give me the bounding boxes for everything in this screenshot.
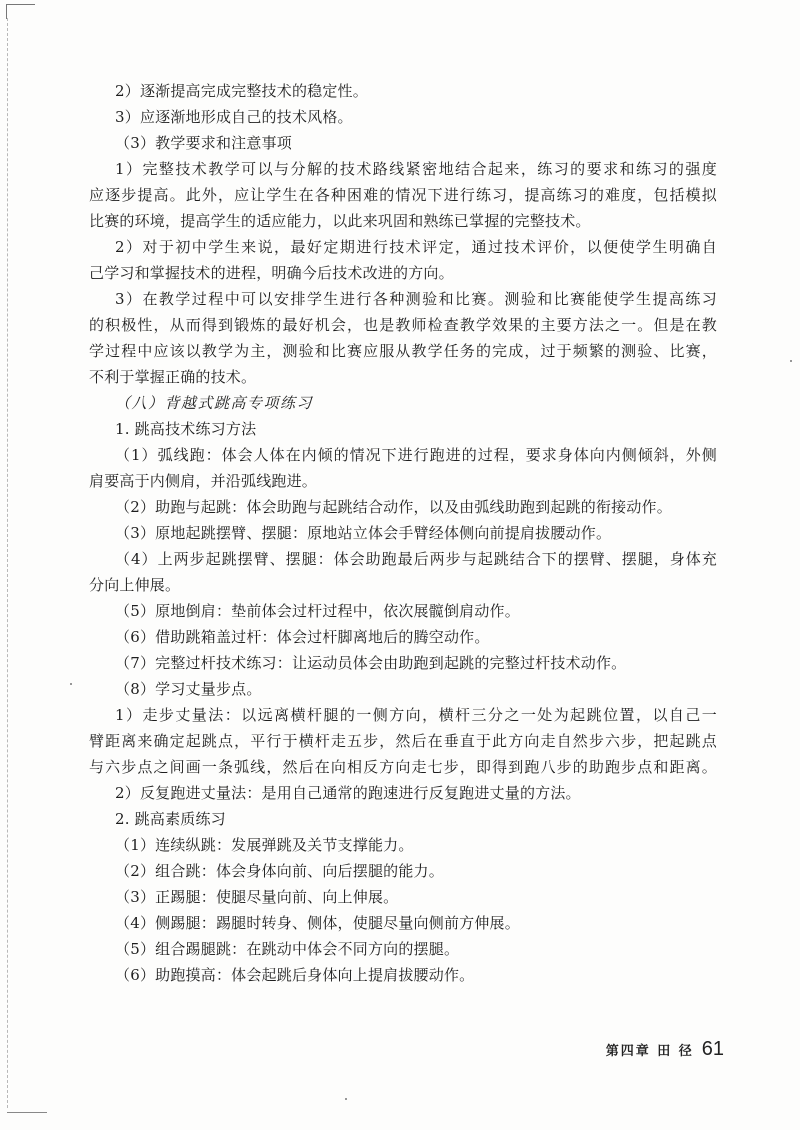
bottom-crop-mark	[7, 1112, 47, 1113]
text-line: 2）逐渐提高完成完整技术的稳定性。	[115, 82, 368, 100]
text-line: 比赛的环境，提高学生的适应能力，以此来巩固和熟练已掌握的完整技术。	[89, 212, 591, 230]
scan-speck	[790, 360, 792, 362]
text-line: （5）组合踢腿跳：在跳动中体会不同方向的摆腿。	[115, 940, 460, 958]
page-footer	[606, 1036, 724, 1062]
text-line: 学过程中应该以教学为主，测验和比赛应服从教学任务的完成，过于频繁的测验、比赛，	[89, 342, 717, 360]
text-line: （3）原地起跳摆臂、摆腿：原地站立体会手臂经体侧向前提肩拔腰动作。	[115, 524, 612, 542]
section-heading: （八）背越式跳高专项练习	[115, 394, 314, 412]
section-heading: （3）教学要求和注意事项	[115, 134, 292, 152]
text-line: （3）正踢腿：使腿尽量向前、向上伸展。	[115, 888, 399, 906]
text-line: （1）连续纵跳：发展弹跳及关节支撑能力。	[115, 836, 414, 854]
text-line: 2）对于初中学生来说，最好定期进行技术评定，通过技术评价，以便使学生明确自	[115, 238, 717, 256]
subsection-heading: 2. 跳高素质练习	[115, 810, 226, 828]
text-line: 肩要高于内侧肩，并沿弧线跑进。	[89, 472, 318, 490]
text-line: （7）完整过杆技术练习：让运动员体会由助跑到起跳的完整过杆技术动作。	[115, 654, 627, 672]
body-text	[89, 78, 717, 988]
text-line: （8）学习丈量步点。	[115, 680, 262, 698]
text-line: 应逐步提高。此外，应让学生在各种困难的情况下进行练习，提高练习的难度，包括模拟	[89, 186, 717, 204]
subsection-heading: 1. 跳高技术练习方法	[115, 420, 257, 438]
text-line: 与六步点之间画一条弧线，然后在向相反方向走七步，即得到跑八步的助跑步点和距离。	[89, 758, 717, 776]
page-number: 61	[701, 1038, 724, 1060]
scan-speck	[70, 683, 72, 685]
text-line: （6）借助跳箱盖过杆：体会过杆脚离地后的腾空动作。	[115, 628, 490, 646]
corner-crop-mark	[6, 4, 35, 19]
text-line: （4）侧踢腿：踢腿时转身、侧体，使腿尽量向侧前方伸展。	[115, 914, 520, 932]
text-line: 2）反复跑进丈量法：是用自己通常的跑速进行反复跑进丈量的方法。	[115, 784, 581, 802]
left-binding-rule	[7, 18, 8, 1108]
text-line: （2）助跑与起跳：体会助跑与起跳结合动作，以及由弧线助跑到起跳的衔接动作。	[115, 498, 672, 516]
chapter-title: 第四章 田 径	[605, 1044, 694, 1059]
scan-speck	[345, 1098, 347, 1100]
text-line: 不利于掌握正确的技术。	[89, 368, 257, 386]
text-line: 1）走步丈量法：以远离横杆腿的一侧方向，横杆三分之一处为起跳位置，以自己一	[115, 706, 717, 724]
text-line: （1）弧线跑：体会人体在内倾的情况下进行跑进的过程，要求身体向内侧倾斜，外侧	[115, 446, 717, 464]
text-line: （2）组合跳：体会身体向前、向后摆腿的能力。	[115, 862, 444, 880]
text-line: 1）完整技术教学可以与分解的技术路线紧密地结合起来，练习的要求和练习的强度	[115, 160, 717, 178]
text-line: 己学习和掌握技术的进程，明确今后技术改进的方向。	[89, 264, 454, 282]
text-line: （4）上两步起跳摆臂、摆腿：体会助跑最后两步与起跳结合下的摆臂、摆腿，身体充	[115, 550, 717, 568]
text-line: 3）应逐渐地形成自己的技术风格。	[115, 108, 353, 126]
text-line: （5）原地倒肩：垫前体会过杆过程中，依次展髋倒肩动作。	[115, 602, 520, 620]
text-line: 臂距离来确定起跳点，平行于横杆走五步，然后在垂直于此方向走自然步六步，把起跳点	[89, 732, 717, 750]
text-line: 3）在教学过程中可以安排学生进行各种测验和比赛。测验和比赛能使学生提高练习	[115, 290, 717, 308]
text-line: 的积极性，从而得到锻炼的最好机会，也是教师检查教学效果的主要方法之一。但是在教	[89, 316, 717, 334]
text-line: 分向上伸展。	[89, 576, 181, 594]
text-line: （6）助跑摸高：体会起跳后身体向上提肩拔腰动作。	[115, 966, 475, 984]
